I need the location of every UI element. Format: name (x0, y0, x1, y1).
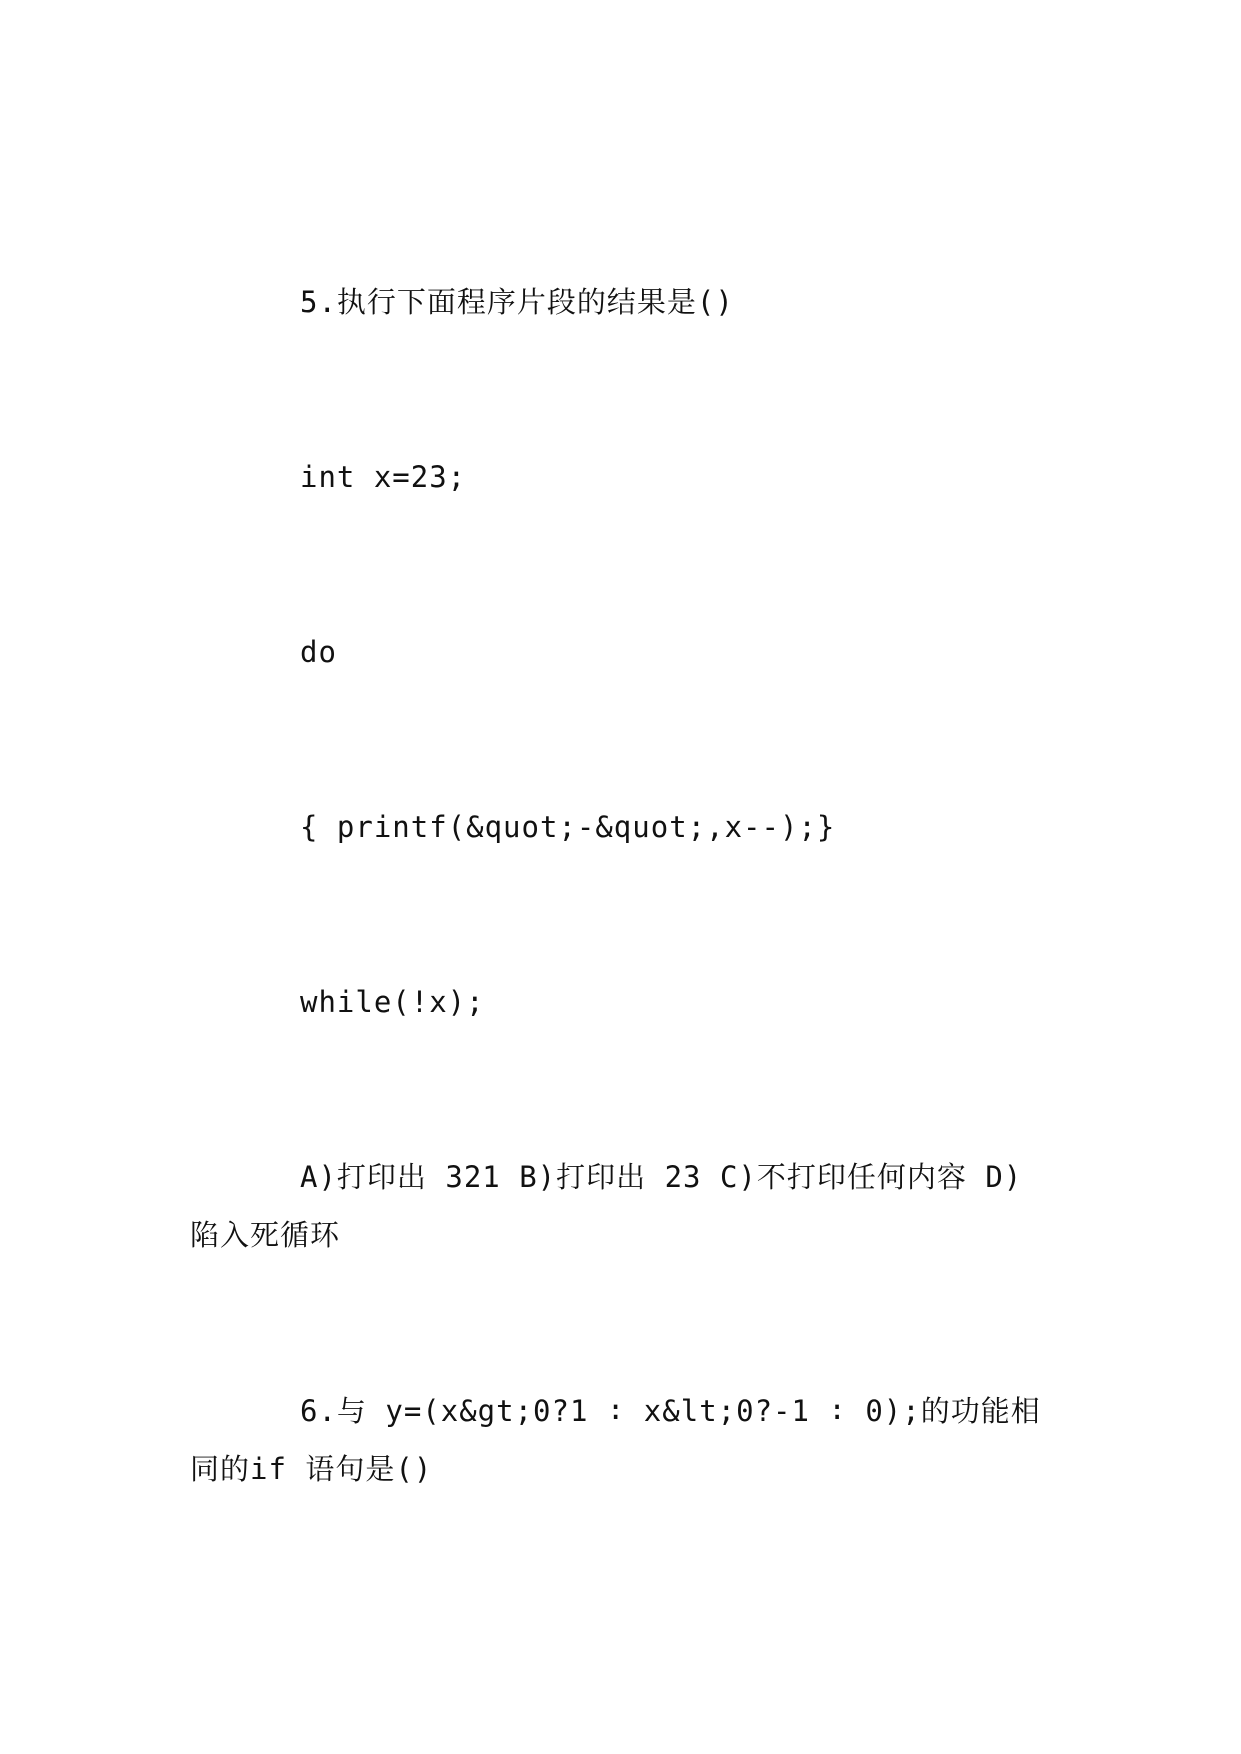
question-5-stem: 5.执行下面程序片段的结果是() (300, 285, 734, 319)
code-line-do: do (300, 635, 337, 669)
code-line-declaration: int x=23; (300, 460, 467, 494)
question-5-options: A)打印出 321 B)打印出 23 C)不打印任何内容 D)陷入死循环 (190, 1160, 1023, 1252)
code-line-while: while(!x); (300, 985, 485, 1019)
code-line-printf: { printf(&quot;-&quot;,x--);} (300, 810, 836, 844)
question-6-stem: 6.与 y=(x&gt;0?1 ∶ x&lt;0?-1 ∶ 0);的功能相同的if 语句是() (190, 1394, 1041, 1486)
